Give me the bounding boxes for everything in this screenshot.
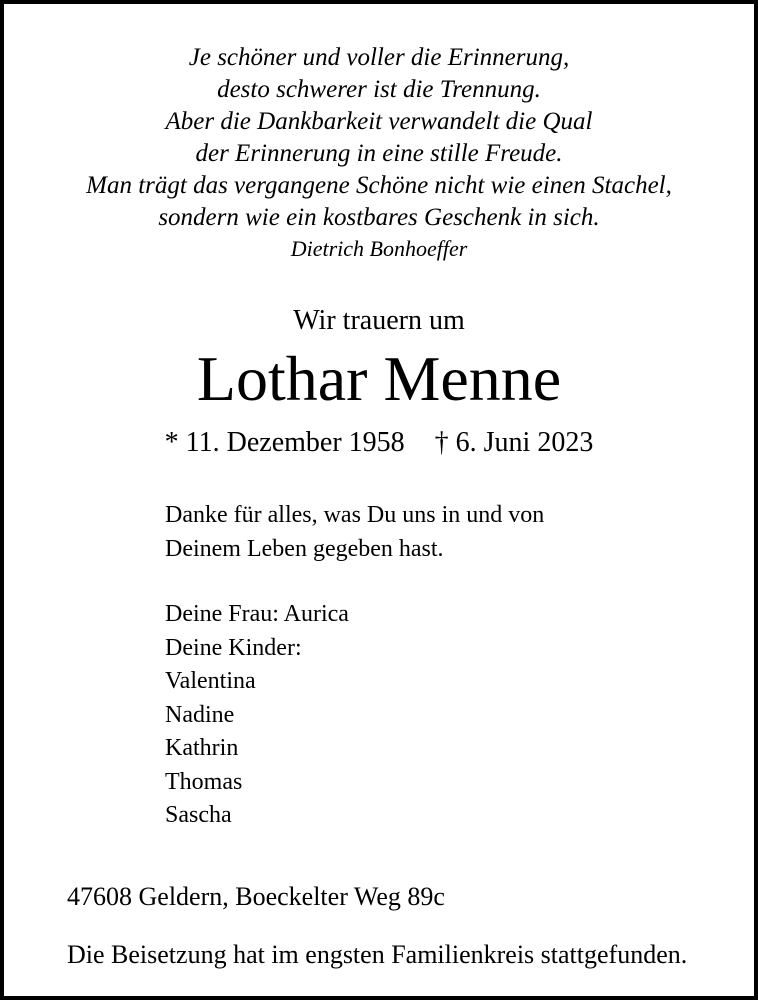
family-list [165,598,754,833]
address-line: 47608 Geldern, Boeckelter Weg 89c [67,881,445,911]
wife-line: Deine Frau: Aurica [165,601,349,627]
child-name: Kathrin [165,735,239,761]
quote-line: sondern wie ein kostbares Geschenk in sich. [158,204,600,231]
child-name: Valentina [165,668,256,694]
deceased-name: Lothar Menne [196,343,562,414]
mourning-intro: Wir trauern um [293,305,465,336]
birth-date: * 11. Dezember 1958 [164,427,405,458]
thanks-line: Danke für alles, was Du uns in und von [165,502,545,528]
quote-line: desto schwerer ist die Trennung. [217,76,541,103]
quote-attribution: Dietrich Bonhoeffer [290,236,468,261]
death-date: † 6. Juni 2023 [434,427,594,458]
thanks-message [165,498,754,566]
child-name: Thomas [165,768,243,795]
quote-line: Man trägt das vergangene Schöne nicht wie einen Stachel, [86,172,672,199]
children-label: Deine Kinder: [165,634,302,661]
funeral-note: Die Beisetzung hat im engsten Familienkreis stattgefunden. [67,939,688,969]
quote-line: Aber die Dankbarkeit verwandelt die Qual [165,108,593,135]
quote-line: Je schöner und voller die Erinnerung, [188,44,570,71]
life-dates [4,426,754,460]
child-name: Sascha [165,802,232,828]
thanks-line: Deinem Leben gegeben hast. [165,536,444,562]
quote-line: der Erinnerung in eine stille Freude. [195,140,563,167]
memorial-quote [4,42,754,234]
child-name: Nadine [165,701,235,728]
